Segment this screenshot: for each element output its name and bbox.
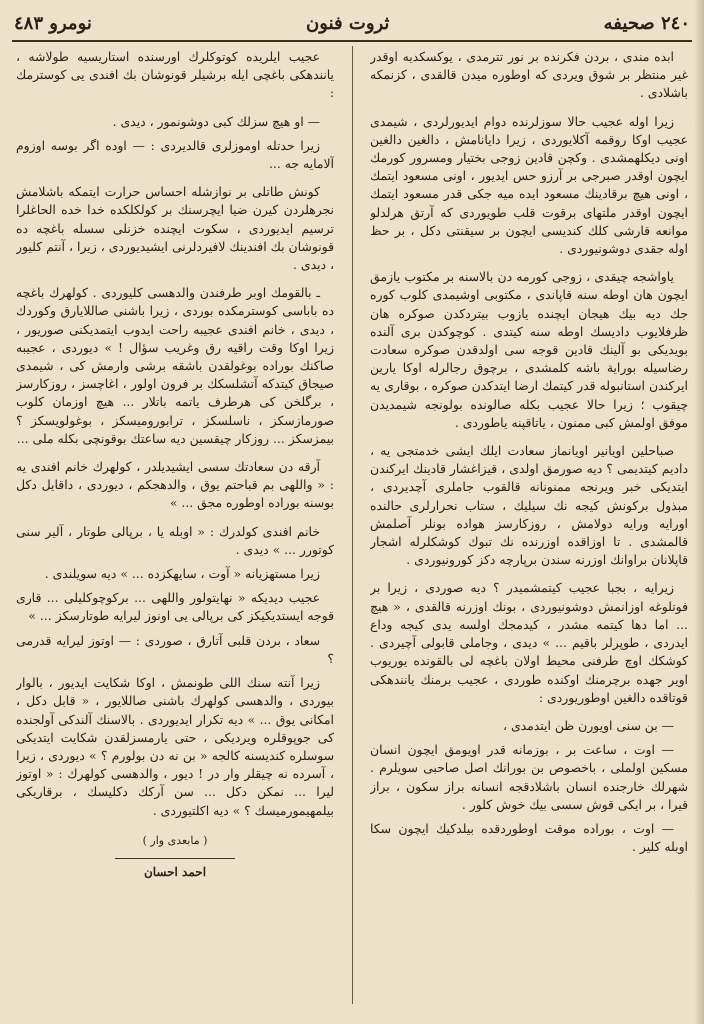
left-column (16, 48, 334, 1006)
right-dialog-1: — بن سنى اويورن ظن ايتدمدى ، (503, 717, 674, 733)
right-paragraph-2: زيرا اوله عجيب حالا سوزلرنده دوام ايديورلردى ، شيمدى عجيب اوكا روقمه آكلايوردى ، زيرا دايانامش ، دالغين دالغين اونى ديكلهمشدى . وكچن قادين زوجى بختيار ومسرور كورمك ايچون اوقدر صبرجى بر آرزو حس ايديور ، اونى مسعود ايتمك ، اونى هيچ برقادينك مسعود ايده ميه جكى قدر مسعود ايتمك ايچون اوقدر ملتهاى برقوت قلب طويوردى كه آرتق هرلدلو موانعه قارشى كلك كنديسى ايچون بر سيقنتى دكل ، بر حظ اوله جقدى دوشونيوردى . (370, 113, 688, 257)
left-dialog-1: — او هيچ سزلك كبى دوشونمور ، ديدى . (112, 113, 320, 129)
journal-title: ثروت فنون (306, 12, 390, 34)
right-dialog-2: — اوت ، ساعت بر ، بوزمانه قدر اويومق ايچون انسان مسكين اولملى ، باخصوص بن بورانك اصل صاحبى سويلرم . شهرلك خارجنده انسان باشلادقجه انسانه براز سكون ، براز قيرا ، بر ايكى قوش سسى بيك خوش كلور . (370, 742, 688, 812)
left-paragraph-6: زيرا آنته سنك اللى طونمش ، اوكا شكايت ايديور ، بالوار بيوردى ، والدهسى كولهرك باشنى صاللايور ، « قابل دكل ، امكانى يوق ... » ديه تكرار ايديوردى . بالاسنك آلندكى آولجنده كى جوپوقلره ويرديكى ، حتى يارمسزلقدن شكايت ايتديكى سوسلره كنديسنه كالجه « بن نه دن بولورم ؟ » ديوردى ، زيرا ، آسرده نه چيقلر وار در ! ديور ، والدهسى كولهرك : « اوتوز ليرا ... نمكن دكل ... سن آركك دكليسك ، برقاريكى بيلمهيمورميسك ؟ » ديه اكلتيوردى . (16, 675, 334, 818)
continuation-note: ( مابعدى وار ) (142, 833, 208, 847)
column-divider (352, 46, 353, 1004)
left-paragraph-2: زيرا حدتله اوموزلرى قالديردى : — اوده اگر بوسه اوزوم آلامايه جه ... (16, 137, 334, 172)
right-paragraph-1: ابده مندى ، بردن فكرنده بر نور تترمدى ، يوكسكديه اوقدر غير منتظر بر شوق ويردى كه اوطوره ميدن قالقدى ، كزنمكه باشلادى . (370, 49, 688, 101)
page-number-label: ٢٤٠ صحيفه (603, 12, 690, 34)
right-paragraph-3: ياواشجه چيقدى ، زوجى كورمه دن بالاسنه بر مكتوب يازمق ايچون هان اوطه سنه قاپاندى ، مكتوبى اوشيمدى كلوب كوره جك ديه بيك هيجان ايچنده يازوب بيتردكدن صوكره هان ظرفلايوب داديسك اوطه سنه كيتدى . كوچوكدن برى آلنده بويديكى بو آلينك قادين قوجه سى اولدقدن صوكره سعادت رضاسيله بوراية باشه كلمشدى ، برچوق رجالرله اوكا يارين ايركندن استانبوله قدر كيتمك ارضا ايتدكدن صوكره ، بوقارى يه چيقوب ؛ زيرا حالا عجيب بكله صالونده بولونجه شيمديدن موفق اولمش كبى ممنون ، ياتاقپنه ياطوردى . (370, 269, 688, 430)
left-dialog-3: زيرا مستهزيانه « آوت ، سايهكزده ... » ديه سويلندى . (44, 566, 320, 582)
author-signature: احمد احسان (143, 864, 207, 879)
page-header (14, 8, 690, 38)
page-edge-shadow (694, 0, 704, 1024)
left-paragraph-4: ـ بالقومك اوبر طرفندن والدهسى كليوردى . كولهرك باغچه ده باباسى كوسترمكده بوردى ، زيرا باشنى صاللايارق وكوردك ، ديدى ، خانم افندى عجيبه راحت ايدوب ايتمديكنى صوريور ، زيرا اوكا وقت راقيه رق وغريب سؤال ! » ديوردى ، عجيبه صاكنك بوراده بوغولقدن باشقه برشى وارمش كى ، شيمدى صيجاق كيتدكه آتشلسكك بر فرون اولور ، اغاچسز ، روزكارسز ، برگلخن كى هرطرف ياتمه باتلار ... هيچ اوزمان كلوب صورمازسكز ، ناسلسكز ، ترابوروميسكز ، بوغولويسكز ؟ بيمزسكز ... روزكار چيقسين ديه ساعتك بوقونچى بكله ملى ... (16, 285, 334, 446)
left-dialog-2: خانم افندى كولدرك : « اوبله يا ، برپالى طوتار ، آلير سنى كوتورر ... » ديدى . (16, 523, 334, 557)
left-dialog-4: عجيب ديديكه « نهايتولور واللهى ... بركوچوكليلى ... قارى قوجه ايستديكيكز كى برپالى يى اونوز ليرايه طوتارسكز ... » (16, 590, 334, 624)
right-dialog-3: — اوت ، بوراده موقت اوطوردقده بيلدكيك ايچون سكا اوبله كلير . (370, 820, 688, 855)
right-paragraph-4: صباحلين اويانير اويانماز سعادت ايلك ايشى خدمتجى يه ، داديم كيتديمى ؟ ديه صورمق اولدى ، قيزاغشار قادينك ايركندن ايتديكى خبر ويرنجه ممنونانه قالقوب جاملرى آچديردى ، مبذول بركونش كيجه نك سيليك ، ستاب نحرارلرى حالنده اورايه ورايه دولامش ، روزكارسز هواده بونلر آصلمش قالمشدى . تا اوزاقده اوزرنده نك تبوك كوشكلرله اشجار قاپلانان براوانك اوزرنه سندن برپارچه دكز كورونيوردى . (370, 443, 688, 568)
header-divider (12, 40, 692, 42)
left-paragraph-5: آرقه دن سعادتك سسى ايشيديلدر ، كولهرك خانم افندى يه : « واللهى بم قباحتم يوق ، والدهجكم ، ديوردى ، داقايل دكل بوسنه بوراده اوطوره مجق ... » (16, 459, 334, 511)
left-paragraph-1: عجيب ايلريده كوتوكلرك اورسنده استاريسيه طولاشه ، يانندهكى باغچى ايله برشيلر قونوشان بك افندى يى كوسترمك : (16, 49, 334, 101)
right-paragraph-5: زيرايه ، بجبا عجيب كيتمشميدر ؟ ديه صوردى ، زيرا بر فوتلوغه اوزانمش دوشونيوردى ، بونك اوزرنه قالقدى ، « هيچ ... اما دها كيتمه مشدر ، كيدمجك اولسه يدى كيجه وداع ايدردى ، طوپرلر باقيم ... » ديدى ، وجاملى قابولى آچيردى . كوشكك اوچ طرفنى محيط اولان باغچه لى بالقونده يوريوب اوير جهده برچرمنك اوكنده طوردى ، عجيب برمنك يانندهكى قوتاقده دالغين اوطوريوردى : (370, 580, 688, 705)
author-divider (115, 858, 235, 859)
issue-number-label: نومرو ٤٨٣ (14, 12, 92, 34)
left-dialog-5: سعاد ، بردن قلبى آتارق ، صوردى : — اوتوز ليرايه قدرمى ؟ (16, 632, 334, 666)
left-paragraph-3: كونش طاتلى بر نوازشله احساس حرارت ايتمكه باشلامش نجرهلردن كيرن ضيا ايچرسنك بر كولكلكده خدا خده الحاغلرا ترسيم ايديوردى ، سكوت ايچنده خزنلى سسله باغچه ده قونوشان بك افندينك لافيردلرنى ايشيديوردى ، زيرا ، آنتم كليور ، ديدى . (16, 184, 334, 273)
right-column (370, 48, 688, 1006)
